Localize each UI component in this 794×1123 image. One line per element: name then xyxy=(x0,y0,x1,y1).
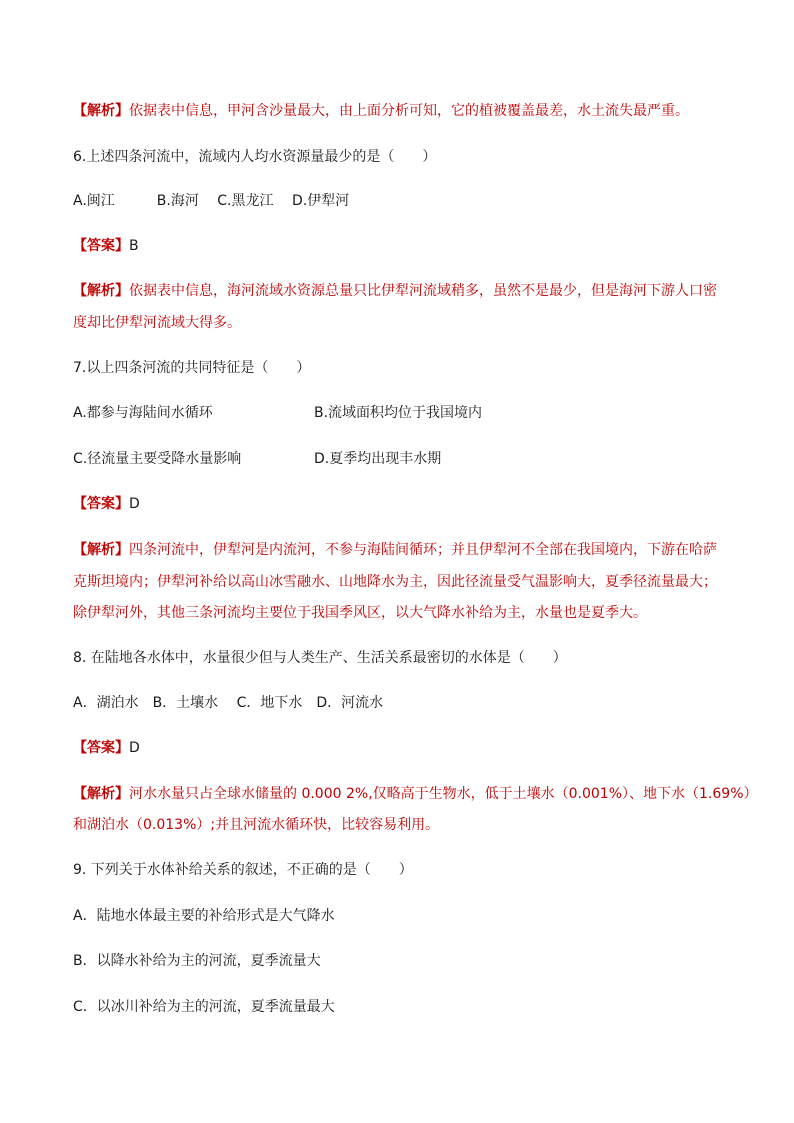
answer-label: 答案 xyxy=(87,238,115,254)
explanation-q6-line1 xyxy=(73,281,717,301)
explanation-q7-line2: 克斯坦境内；伊犁河补给以高山冰雪融水、山地降水为主，因此径流量受气温影响大，夏季径流量最大； xyxy=(73,574,717,590)
option-d: D.夏季均出现丰水期 xyxy=(314,451,442,467)
answer-value: B xyxy=(129,238,139,254)
explanation-5 xyxy=(73,101,689,121)
answer-q7 xyxy=(73,494,140,514)
explanation-q6-line2: 度却比伊犁河流域大得多。 xyxy=(73,315,241,331)
options-q7-row2 xyxy=(73,449,723,469)
option-b-q9: B．以降水补给为主的河流，夏季流量大 xyxy=(73,953,321,969)
explanation-q8-line2: 和湖泊水（0.013%）;并且河流水循环快，比较容易利用。 xyxy=(73,817,440,833)
question-9: 9. 下列关于水体补给关系的叙述，不正确的是（ ） xyxy=(73,862,413,878)
bracket-close: 】 xyxy=(115,786,129,802)
bracket-close: 】 xyxy=(115,740,129,756)
explanation-q7-line1 xyxy=(73,540,717,560)
explanation-label: 解析 xyxy=(87,103,115,119)
bracket-open: 【 xyxy=(73,786,87,802)
options-q8: A．湖泊水 B．土壤水 C．地下水 D．河流水 xyxy=(73,695,384,711)
answer-value: D xyxy=(129,740,140,756)
option-c: C.径流量主要受降水量影响 xyxy=(73,451,242,467)
bracket-open: 【 xyxy=(73,103,87,119)
options-q7-row1 xyxy=(73,403,723,423)
options-q6: A.闽江 B.海河 C.黑龙江 D.伊犁河 xyxy=(73,193,350,209)
explanation-text: 依据表中信息，海河流域水资源总量只比伊犁河流域稍多，虽然不是最少，但是海河下游人口密 xyxy=(129,283,717,299)
explanation-label: 解析 xyxy=(87,786,115,802)
explanation-label: 解析 xyxy=(87,283,115,299)
option-a-q9: A．陆地水体最主要的补给形式是大气降水 xyxy=(73,908,335,924)
bracket-open: 【 xyxy=(73,740,87,756)
explanation-q7-line3: 除伊犁河外，其他三条河流均主要位于我国季风区，以大气降水补给为主，水量也是夏季大。 xyxy=(73,605,647,621)
bracket-close: 】 xyxy=(115,542,129,558)
bracket-open: 【 xyxy=(73,283,87,299)
answer-q8 xyxy=(73,738,140,758)
answer-value: D xyxy=(129,496,140,512)
option-b: B.流域面积均位于我国境内 xyxy=(314,405,483,421)
explanation-label: 解析 xyxy=(87,542,115,558)
question-7: 7.以上四条河流的共同特征是（ ） xyxy=(73,360,311,376)
answer-label: 答案 xyxy=(87,740,115,756)
explanation-text: 依据表中信息，甲河含沙量最大，由上面分析可知，它的植被覆盖最差，水土流失最严重。 xyxy=(129,103,689,119)
option-c-q9: C．以冰川补给为主的河流，夏季流量最大 xyxy=(73,999,335,1015)
option-a: A.都参与海陆间水循环 xyxy=(73,405,213,421)
bracket-open: 【 xyxy=(73,238,87,254)
answer-q6 xyxy=(73,236,139,256)
answer-label: 答案 xyxy=(87,496,115,512)
bracket-close: 】 xyxy=(115,496,129,512)
bracket-close: 】 xyxy=(115,283,129,299)
explanation-q8-line1 xyxy=(73,784,758,804)
bracket-close: 】 xyxy=(115,238,129,254)
explanation-text: 河水水量只占全球水储量的 0.000 2%,仅略高于生物水，低于土壤水（0.001%）、地下水（1.69%） xyxy=(129,786,758,802)
explanation-text: 四条河流中，伊犁河是内流河，不参与海陆间循环；并且伊犁河不全部在我国境内，下游在哈萨 xyxy=(129,542,717,558)
question-6: 6.上述四条河流中，流域内人均水资源量最少的是（ ） xyxy=(73,149,437,165)
question-8: 8. 在陆地各水体中，水量很少但与人类生产、生活关系最密切的水体是（ ） xyxy=(73,650,567,666)
bracket-open: 【 xyxy=(73,496,87,512)
bracket-close: 】 xyxy=(115,103,129,119)
bracket-open: 【 xyxy=(73,542,87,558)
